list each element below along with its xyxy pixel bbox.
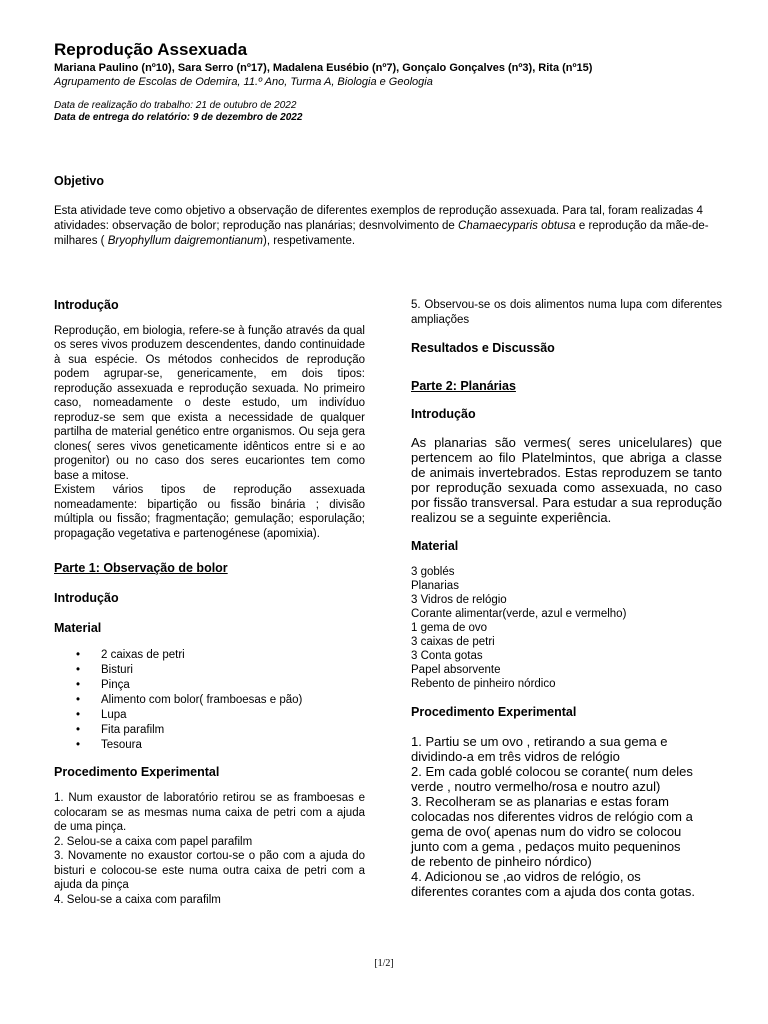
left-column [54,298,365,907]
right-column [411,298,722,899]
bullet-icon: • [76,738,81,751]
objective-text-b: e reprodução da mãe-de-milhares ( [54,220,709,247]
list-item: 3 Conta gotas [411,650,483,662]
part2-material-list [411,565,722,691]
list-item-text: Lupa [101,708,127,721]
list-item: 3 goblés [411,566,455,578]
objective-text-a: Esta atividade teve como objetivo a observação de diferentes exemplos de reprodução assexuada. Para tal, foram realizadas 4 atividades: observação de bolor; reprodução nas planárias; desnvolvimento de [54,205,703,232]
list-item-text: Tesoura [101,738,142,751]
part2-heading: Parte 2: Planárias [411,378,516,393]
intro-paragraph-1: Reprodução, em biologia, refere-se à função através da qual os seres vivos produzem descendentes, dando continuidade à sua espécie. Os métodos conhecidos de reprodução podem agrupar-se, genericamente, em dois tipos: reprodução assexuada e reprodução sexuada. No primeiro caso, nomeadamente o deste estudo, um indivíduo reproduz-se sem que exista a necessidade de qualquer partilha de material genético entre organismos. Ou seja gera clones( seres vivos geneticamente idênticos entre si e ao progenitor) ou no caso dos seres eucariontes tem como base a mitose. [54,324,365,482]
objective-text [54,204,714,249]
list-item: 3 Vidros de relógio [411,594,507,606]
list-item [54,693,365,708]
list-item: Rebento de pinheiro nórdico [411,678,556,690]
bullet-icon: • [76,708,81,721]
part1-procedure [54,791,365,907]
procedure-line: 1. Partiu se um ovo , retirando a sua gema e [411,733,668,749]
procedure-line: 2. Em cada goblé colocou se corante( num deles [411,763,693,779]
part1-intro-heading: Introdução [54,590,119,605]
bullet-icon: • [76,663,81,676]
part2-material-heading: Material [411,538,459,553]
date-done: Data de realização do trabalho: 21 de outubro de 2022 [54,100,297,111]
list-item-text: Fita parafilm [101,723,165,736]
objective-heading: Objetivo [54,174,105,188]
part2-intro-text: As planarias são vermes( seres unicelulares) que pertencem ao filo Platelmintos, que abriga a classe de animais invertebrados. Estas reproduzem se tanto por reprodução sexuada como assexuada, no caso por fissão transversal. Para estudar a sua reprodução realizou se a seguinte experiência. [411,434,722,525]
list-item: 1 gema de ovo [411,622,488,634]
species-chamaecyparis: Chamaecyparis obtusa [458,220,576,232]
intro-heading: Introdução [54,298,119,312]
list-item: Papel absorvente [411,664,501,676]
part2-procedure [411,734,722,899]
part2-procedure-heading: Procedimento Experimental [411,705,577,719]
bullet-icon: • [76,648,81,661]
list-item-text: Bisturi [101,663,133,676]
part1-material-list [54,648,365,753]
bullet-icon: • [76,723,81,736]
procedure-step: 3. Novamente no exaustor cortou-se o pão com a ajuda do bisturi e colocou-se este numa outra caixa de petri com a ajuda da pinça [54,850,365,891]
part1-procedure-heading: Procedimento Experimental [54,764,220,779]
part1-heading: Parte 1: Observação de bolor [54,561,228,575]
list-item: Planarias [411,580,459,592]
procedure-line: junto com a gema , pedaços muito pequeninos [411,838,681,854]
results-heading: Resultados e Discussão [411,341,555,355]
part2-intro-heading: Introdução [411,407,476,421]
intro-paragraph-2: Existem vários tipos de reprodução assexuada nomeadamente: bipartição ou fissão binária ; divisão múltipla ou fissão; fragmentação; gemulação; esporulação; propagação vegetativa e partenogénese (apomixia). [54,484,365,540]
part1-material-heading: Material [54,621,102,635]
procedure-line: gema de ovo( apenas num do vidro se colocou [411,823,682,839]
authors-line: Mariana Paulino (nº10), Sara Serro (nº17), Madalena Eusébio (nº7), Gonçalo Gonçalves (nº3), Rita (nº15) [54,62,593,74]
list-item-text: Pinça [101,678,130,691]
procedure-line: dividindo-a em três vidros de relógio [411,748,620,764]
page-number: [1/2] [374,958,394,969]
procedure-step: 4. Selou-se a caixa com parafilm [54,893,221,906]
list-item: Corante alimentar(verde, azul e vermelho) [411,608,627,620]
procedure-step: 2. Selou-se a caixa com papel parafilm [54,835,253,848]
list-item [54,738,365,753]
list-item [54,723,365,738]
procedure-line: 4. Adicionou se ,ao vidros de relógio, os [411,868,641,884]
procedure-line: diferentes corantes com a ajuda dos conta gotas. [411,883,696,899]
procedure-step: 1. Num exaustor de laboratório retirou se as framboesas e colocaram se as mesmas numa caixa de petri com a ajuda de uma pinça. [54,792,365,833]
list-item [54,708,365,723]
list-item [54,663,365,678]
procedure-line: 3. Recolheram se as planarias e estas foram [411,793,669,809]
list-item [54,648,365,663]
list-item: 3 caixas de petri [411,636,495,648]
date-delivered: Data de entrega do relatório: 9 de dezembro de 2022 [54,112,303,123]
species-bryophyllum: Bryophyllum daigremontianum [107,235,264,247]
procedure-line: colocadas nos diferentes vidros de relógio com a [411,808,693,824]
school-line: Agrupamento de Escolas de Odemira, 11.º Ano, Turma A, Biologia e Geologia [54,76,433,88]
procedure-line: de rebento de pinheiro nórdico) [411,853,592,869]
objective-text-c: ), respetivamente. [263,235,356,247]
list-item-text: 2 caixas de petri [101,648,185,661]
list-item-text: Alimento com bolor( framboesas e pão) [101,693,303,706]
document-title: Reprodução Assexuada [54,40,248,59]
bullet-icon: • [76,678,81,691]
procedure-step: 5. Observou-se os dois alimentos numa lupa com diferentes ampliações [411,299,722,326]
procedure-line: verde , noutro vermelho/rosa e noutro azul) [411,778,661,794]
list-item [54,678,365,693]
bullet-icon: • [76,693,81,706]
